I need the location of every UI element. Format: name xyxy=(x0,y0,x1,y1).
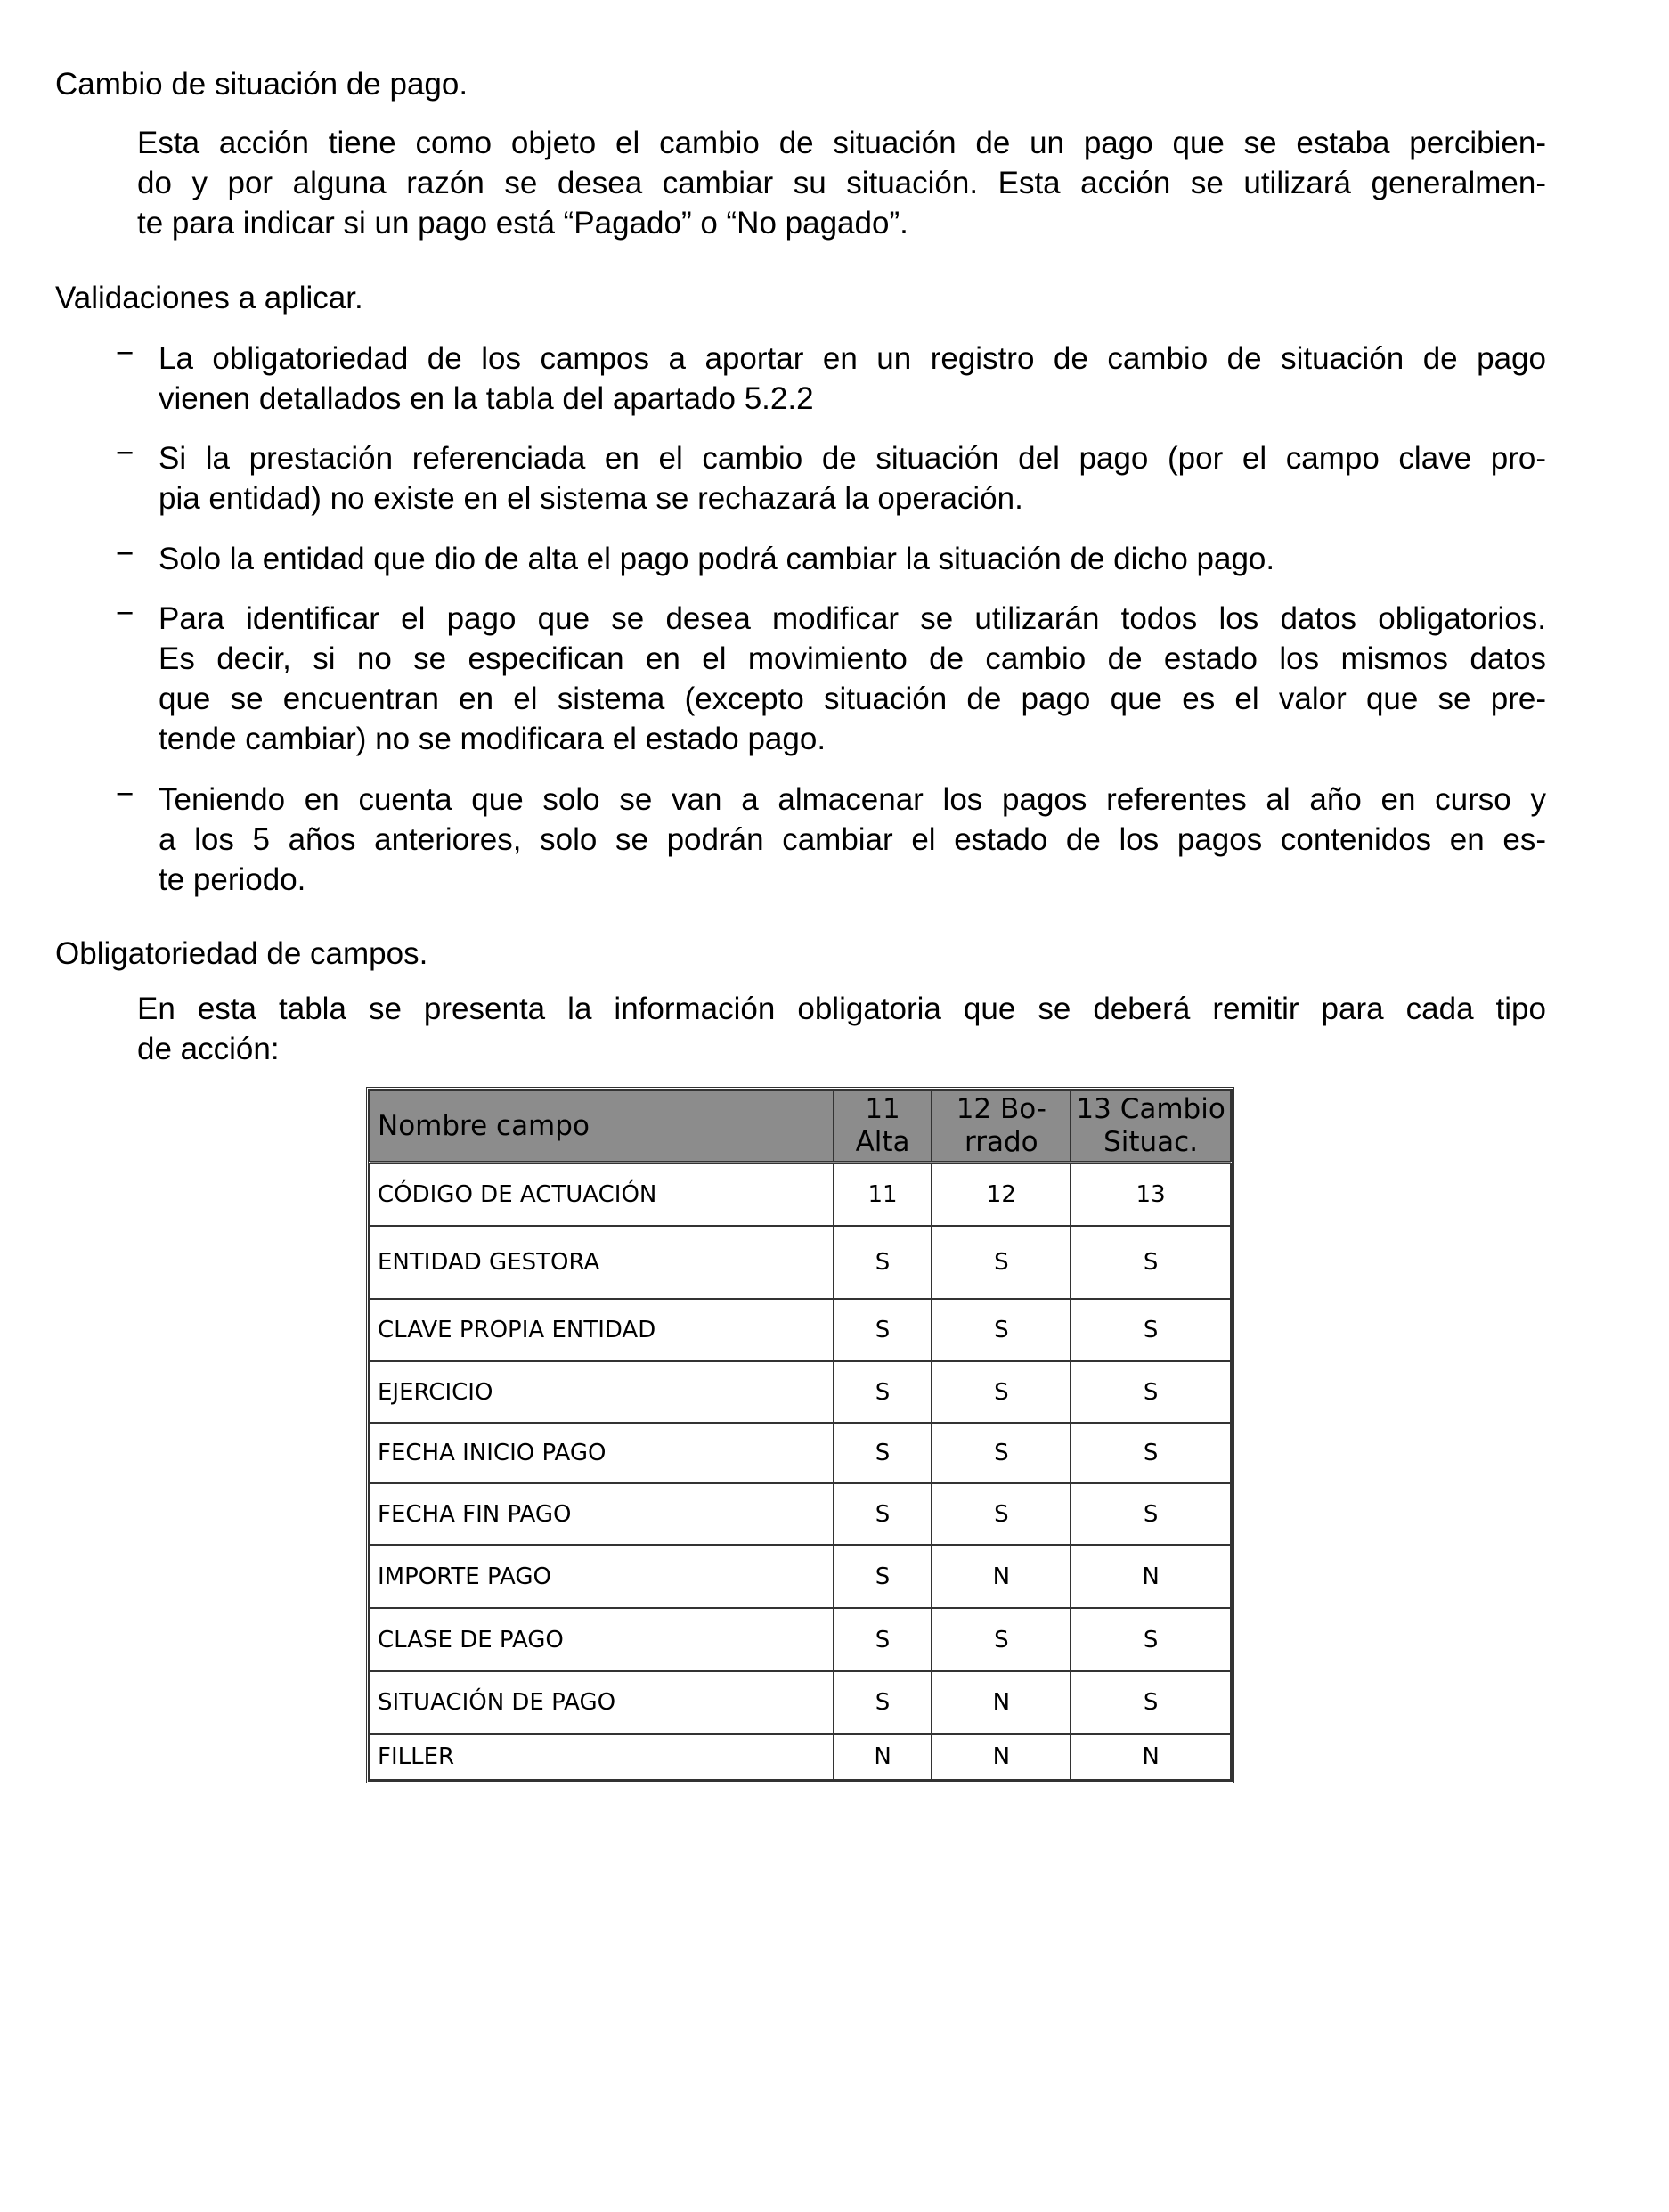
field-name-cell: FECHA FIN PAGO xyxy=(370,1483,834,1545)
cambio-cell: S xyxy=(1071,1671,1231,1734)
field-name-cell: CÓDIGO DE ACTUACIÓN xyxy=(370,1163,834,1226)
borrado-cell: S xyxy=(932,1226,1071,1299)
dash-bullet-icon: − xyxy=(116,336,134,371)
dash-bullet-icon: − xyxy=(116,596,134,631)
borrado-cell: S xyxy=(932,1608,1071,1671)
alta-cell: S xyxy=(834,1226,932,1299)
fields-table-frame xyxy=(366,1087,1234,1783)
header-label: Situac. xyxy=(1103,1126,1199,1158)
bullet-line: Para identificar el pago que se desea modificar se utilizarán todos los datos obligatorios. xyxy=(159,601,1546,636)
field-name-cell: FECHA INICIO PAGO xyxy=(370,1423,834,1483)
cambio-cell: S xyxy=(1071,1608,1231,1671)
header-label: 13 Cambio xyxy=(1076,1093,1225,1125)
paragraph-line: de acción: xyxy=(137,1032,280,1066)
cambio-cell: S xyxy=(1071,1423,1231,1483)
field-name-cell: FILLER xyxy=(370,1734,834,1780)
borrado-cell: N xyxy=(932,1671,1071,1734)
alta-cell: S xyxy=(834,1608,932,1671)
cambio-cell: S xyxy=(1071,1483,1231,1545)
bullet-line: La obligatoriedad de los campos a aportar en un registro de cambio de situación de pago xyxy=(159,341,1546,376)
table-row xyxy=(370,1608,1231,1671)
dash-bullet-icon: − xyxy=(116,536,134,571)
borrado-cell: N xyxy=(932,1545,1071,1608)
table-row xyxy=(370,1734,1231,1780)
alta-cell: 11 xyxy=(834,1163,932,1226)
header-nombre-campo xyxy=(370,1090,834,1163)
bullet-line: Es decir, si no se especifican en el movimiento de cambio de estado los mismos datos xyxy=(159,641,1546,676)
borrado-cell: 12 xyxy=(932,1163,1071,1226)
borrado-cell: S xyxy=(932,1423,1071,1483)
header-alta xyxy=(834,1090,932,1163)
field-name-cell: IMPORTE PAGO xyxy=(370,1545,834,1608)
field-name-cell: EJERCICIO xyxy=(370,1361,834,1423)
borrado-cell: S xyxy=(932,1299,1071,1361)
bullet-line: Solo la entidad que dio de alta el pago podrá cambiar la situación de dicho pago. xyxy=(159,542,1275,576)
table-row xyxy=(370,1226,1231,1299)
bullet-line: a los 5 años anteriores, solo se podrán cambiar el estado de los pagos contenidos en es- xyxy=(159,822,1546,857)
table-row xyxy=(370,1423,1231,1483)
table-row xyxy=(370,1483,1231,1545)
bullet-line: te periodo. xyxy=(159,862,306,897)
table-header-row xyxy=(370,1090,1231,1163)
field-name-cell: SITUACIÓN DE PAGO xyxy=(370,1671,834,1734)
paragraph-cambio-situacion xyxy=(137,123,1546,243)
alta-cell: S xyxy=(834,1671,932,1734)
table-row xyxy=(370,1299,1231,1361)
header-label: rrado xyxy=(965,1126,1038,1158)
alta-cell: S xyxy=(834,1361,932,1423)
borrado-cell: S xyxy=(932,1361,1071,1423)
cambio-cell: N xyxy=(1071,1545,1231,1608)
cambio-cell: S xyxy=(1071,1226,1231,1299)
dash-bullet-icon: − xyxy=(116,436,134,470)
paragraph-line: do y por alguna razón se desea cambiar su situación. Esta acción se utilizará generalmen- xyxy=(137,166,1546,200)
dash-bullet-icon: − xyxy=(116,777,134,812)
paragraph-line: Esta acción tiene como objeto el cambio de situación de un pago que se estaba percibien- xyxy=(137,126,1546,160)
paragraph-line: En esta tabla se presenta la información obligatoria que se deberá remitir para cada tipo xyxy=(137,992,1546,1026)
table-row xyxy=(370,1671,1231,1734)
section-heading-cambio-situacion: Cambio de situación de pago. xyxy=(55,67,468,102)
table-row xyxy=(370,1361,1231,1423)
field-name-cell: ENTIDAD GESTORA xyxy=(370,1226,834,1299)
field-name-cell: CLAVE PROPIA ENTIDAD xyxy=(370,1299,834,1361)
cambio-cell: 13 xyxy=(1071,1163,1231,1226)
mandatory-fields-table xyxy=(369,1090,1232,1781)
header-borrado xyxy=(932,1090,1071,1163)
paragraph-obligatoriedad xyxy=(137,989,1546,1069)
bullet-line: que se encuentran en el sistema (excepto situación de pago que es el valor que se pre- xyxy=(159,682,1546,716)
cambio-cell: S xyxy=(1071,1299,1231,1361)
header-label: 11 xyxy=(865,1093,900,1125)
bullet-line: Teniendo en cuenta que solo se van a almacenar los pagos referentes al año en curso y xyxy=(159,782,1546,817)
bullet-line: vienen detallados en la tabla del apartado 5.2.2 xyxy=(159,381,814,416)
table-row xyxy=(370,1545,1231,1608)
section-heading-obligatoriedad: Obligatoriedad de campos. xyxy=(55,936,428,971)
bullet-line: tende cambiar) no se modificara el estado pago. xyxy=(159,722,826,756)
table-row xyxy=(370,1163,1231,1226)
paragraph-line: te para indicar si un pago está “Pagado” o “No pagado”. xyxy=(137,206,908,241)
bullet-line: Si la prestación referenciada en el cambio de situación del pago (por el campo clave pro- xyxy=(159,441,1546,476)
header-label: Nombre campo xyxy=(378,1109,590,1142)
cambio-cell: S xyxy=(1071,1361,1231,1423)
cambio-cell: N xyxy=(1071,1734,1231,1780)
borrado-cell: S xyxy=(932,1483,1071,1545)
bullet-line: pia entidad) no existe en el sistema se rechazará la operación. xyxy=(159,481,1023,516)
header-label: Alta xyxy=(855,1126,910,1158)
alta-cell: S xyxy=(834,1545,932,1608)
header-label: 12 Bo- xyxy=(956,1093,1046,1125)
alta-cell: S xyxy=(834,1423,932,1483)
borrado-cell: N xyxy=(932,1734,1071,1780)
field-name-cell: CLASE DE PAGO xyxy=(370,1608,834,1671)
alta-cell: S xyxy=(834,1483,932,1545)
section-heading-validaciones: Validaciones a aplicar. xyxy=(55,281,363,315)
alta-cell: N xyxy=(834,1734,932,1780)
alta-cell: S xyxy=(834,1299,932,1361)
header-cambio-situacion xyxy=(1071,1090,1231,1163)
